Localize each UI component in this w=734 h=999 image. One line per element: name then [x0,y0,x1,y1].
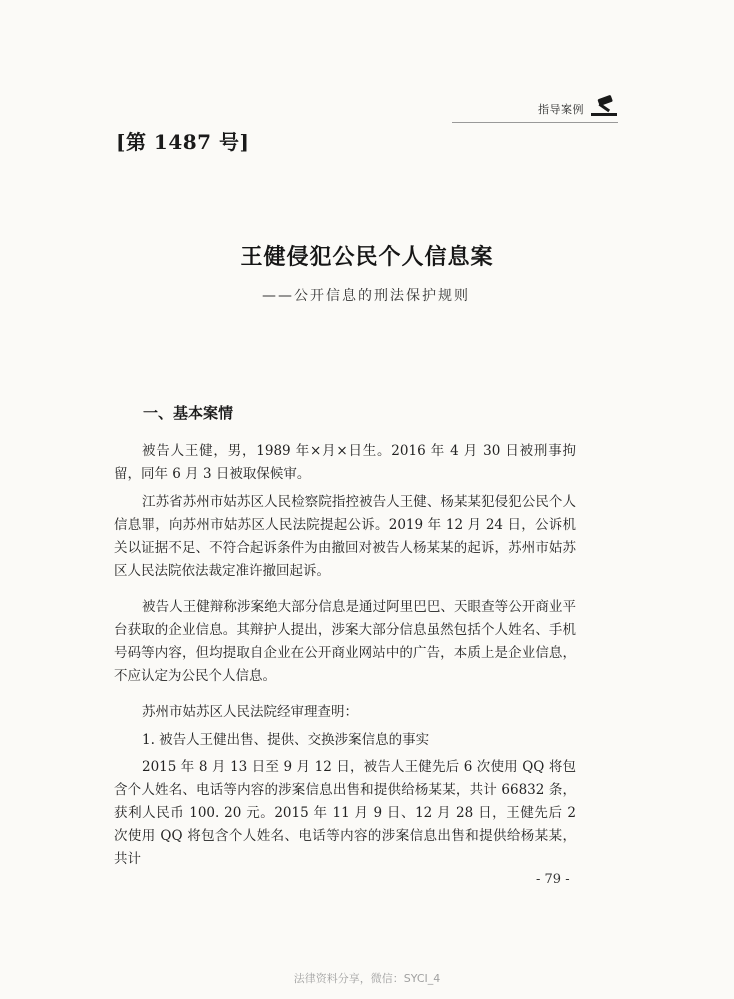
case-subtitle: ——公开信息的刑法保护规则 [262,288,470,304]
paragraph-prosecution: 江苏省苏州市姑苏区人民检察院指控被告人王健、杨某某犯侵犯公民个人信息罪，向苏州市姑苏区人民法院提起公诉。2019 年 12 月 24 日，公诉机关以证据不足、不符合起诉条件为由撤回对被告人杨某某的起诉，苏州市姑苏区人民法院依法裁定准许撤回起诉。 [114,494,576,579]
paragraph-defense: 被告人王健辩称涉案绝大部分信息是通过阿里巴巴、天眼查等公开商业平台获取的企业信息。其辩护人提出，涉案大部分信息虽然包括个人姓名、手机号码等内容，但均提取自企业在公开商业网站中的广告，本质上是企业信息，不应认定为公民个人信息。 [114,599,576,684]
watermark: 法律资料分享，微信：SYCI_4 [293,972,441,985]
running-head: 指导案例 [538,103,584,116]
section-heading: 一、基本案情 [143,404,234,422]
page-number: - 79 - [536,872,570,887]
case-title: 王健侵犯公民个人信息案 [240,244,494,270]
gavel-icon [589,94,619,118]
paragraph-defendant-info: 被告人王健，男，1989 年×月×日生。2016 年 4 月 30 日被刑事拘留，同年 6 月 3 日被取保候审。 [114,443,576,482]
paragraph-court-findings: 苏州市姑苏区人民法院经审理查明： [142,704,358,720]
paragraph-facts: 2015 年 8 月 13 日至 9 月 12 日，被告人王健先后 6 次使用 QQ 将包含个人姓名、电话等内容的涉案信息出售和提供给杨某某，共计 66832 条，获利人民币 100. 20 元。2015 年 11 月 9 日、12 月 28 日，王健先后 2 次使用 QQ 将包含个人姓名、电话等内容的涉案信息出售和提供给杨某某，共计 [114,759,576,867]
case-number: [第 1487 号] [116,130,250,154]
paragraph-fact-heading: 1. 被告人王健出售、提供、交换涉案信息的事实 [142,732,430,748]
header-rule [452,122,618,123]
